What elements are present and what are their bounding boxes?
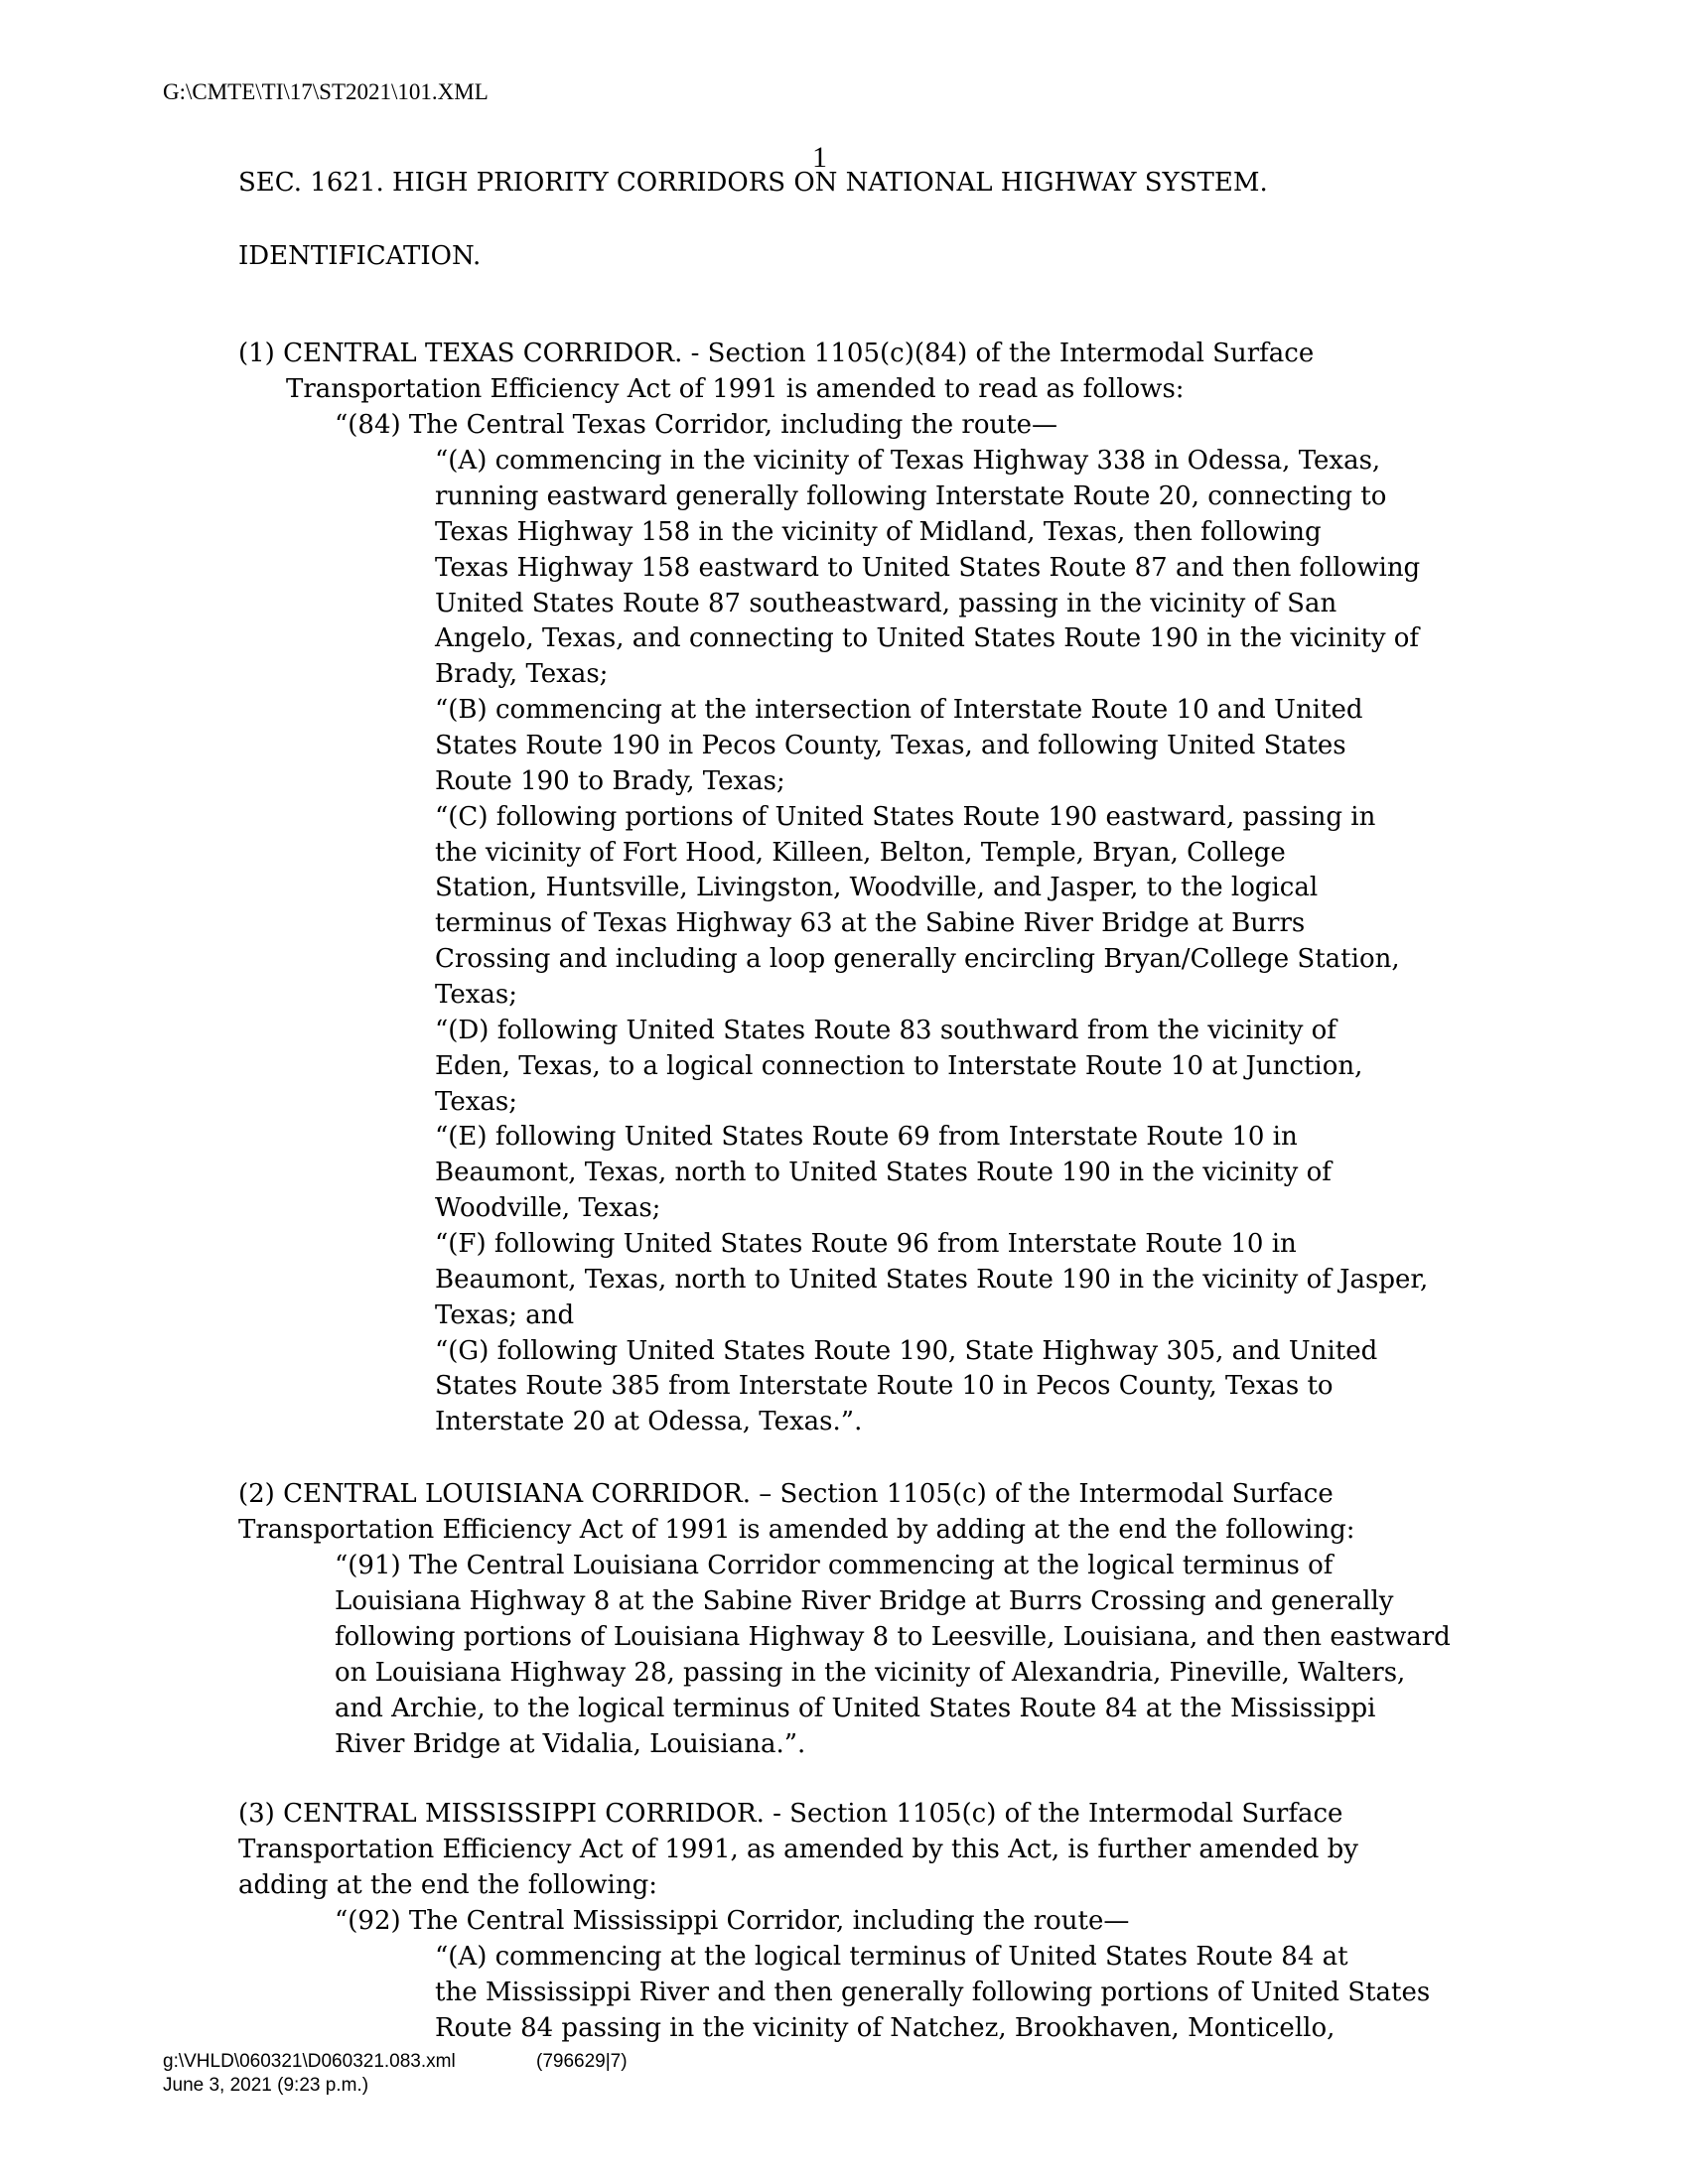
text-line: “(E) following United States Route 69 from Interstate Route 10 in bbox=[435, 1122, 1298, 1152]
text-line: “(92) The Central Mississippi Corridor, including the route— bbox=[335, 1906, 1130, 1936]
footer-xml-path: g:\VHLD\060321\D060321.083.xml bbox=[163, 2051, 456, 2072]
text-line: terminus of Texas Highway 63 at the Sabine River Bridge at Burrs bbox=[435, 908, 1306, 938]
text-line: (3) CENTRAL MISSISSIPPI CORRIDOR. - Section 1105(c) of the Intermodal Surface bbox=[238, 1799, 1343, 1829]
text-line: States Route 190 in Pecos County, Texas, and following United States bbox=[435, 731, 1346, 760]
text-line: States Route 385 from Interstate Route 10 in Pecos County, Texas to bbox=[435, 1371, 1334, 1401]
text-line: on Louisiana Highway 28, passing in the vicinity of Alexandria, Pineville, Walters, bbox=[335, 1658, 1406, 1688]
text-line: Louisiana Highway 8 at the Sabine River Bridge at Burrs Crossing and generally bbox=[335, 1586, 1394, 1616]
text-line: running eastward generally following Interstate Route 20, connecting to bbox=[435, 481, 1387, 511]
text-line: Texas Highway 158 eastward to United States Route 87 and then following bbox=[435, 553, 1421, 583]
text-line: Texas; bbox=[435, 1087, 517, 1117]
text-line: Texas; bbox=[435, 980, 517, 1010]
text-line: the vicinity of Fort Hood, Killeen, Belton, Temple, Bryan, College bbox=[435, 838, 1286, 868]
text-line: “(C) following portions of United States Route 190 eastward, passing in bbox=[435, 802, 1376, 832]
text-line: Beaumont, Texas, north to United States Route 190 in the vicinity of bbox=[435, 1158, 1332, 1187]
file-path-header: G:\CMTE\TI\17\ST2021\101.XML bbox=[163, 79, 489, 104]
text-line: IDENTIFICATION. bbox=[238, 241, 482, 271]
text-line: “(91) The Central Louisiana Corridor commencing at the logical terminus of bbox=[335, 1551, 1334, 1580]
text-line: Crossing and including a loop generally encircling Bryan/College Station, bbox=[435, 944, 1400, 974]
text-line: United States Route 87 southeastward, passing in the vicinity of San bbox=[435, 589, 1337, 618]
text-line: Eden, Texas, to a logical connection to Interstate Route 10 at Junction, bbox=[435, 1051, 1363, 1081]
text-line: Angelo, Texas, and connecting to United States Route 190 in the vicinity of bbox=[435, 623, 1420, 653]
text-line: Transportation Efficiency Act of 1991, as amended by this Act, is further amended by bbox=[238, 1835, 1358, 1864]
text-line: and Archie, to the logical terminus of United States Route 84 at the Mississippi bbox=[335, 1694, 1376, 1723]
text-line: Route 190 to Brady, Texas; bbox=[435, 766, 785, 796]
text-line: Transportation Efficiency Act of 1991 is amended by adding at the end the following: bbox=[238, 1515, 1355, 1545]
text-line: Transportation Efficiency Act of 1991 is amended to read as follows: bbox=[286, 374, 1185, 404]
text-line: River Bridge at Vidalia, Louisiana.”. bbox=[335, 1729, 806, 1759]
text-line: (2) CENTRAL LOUISIANA CORRIDOR. – Section 1105(c) of the Intermodal Surface bbox=[238, 1479, 1334, 1509]
text-line: SEC. 1621. HIGH PRIORITY CORRIDORS ON NATIONAL HIGHWAY SYSTEM. bbox=[238, 168, 1268, 198]
footer-doc-id: (796629|7) bbox=[536, 2051, 628, 2072]
text-line: “(84) The Central Texas Corridor, including the route— bbox=[335, 410, 1058, 440]
text-line: “(F) following United States Route 96 from Interstate Route 10 in bbox=[435, 1229, 1297, 1259]
page-number: 1 bbox=[812, 141, 827, 174]
text-line: Station, Huntsville, Livingston, Woodville, and Jasper, to the logical bbox=[435, 873, 1319, 902]
text-line: adding at the end the following: bbox=[238, 1870, 657, 1900]
text-line: the Mississippi River and then generally following portions of United States bbox=[435, 1978, 1431, 2007]
text-line: “(B) commencing at the intersection of Interstate Route 10 and United bbox=[435, 695, 1363, 725]
text-line: “(G) following United States Route 190, State Highway 305, and United bbox=[435, 1336, 1378, 1366]
text-line: Brady, Texas; bbox=[435, 659, 609, 689]
text-line: Route 84 passing in the vicinity of Natchez, Brookhaven, Monticello, bbox=[435, 2013, 1336, 2043]
text-line: Texas; and bbox=[435, 1300, 575, 1330]
text-line: “(D) following United States Route 83 southward from the vicinity of bbox=[435, 1016, 1336, 1045]
text-line: (1) CENTRAL TEXAS CORRIDOR. - Section 1105(c)(84) of the Intermodal Surface bbox=[238, 339, 1315, 368]
text-line: Woodville, Texas; bbox=[435, 1193, 661, 1223]
footer-date: June 3, 2021 (9:23 p.m.) bbox=[163, 2075, 369, 2096]
text-line: Texas Highway 158 in the vicinity of Midland, Texas, then following bbox=[435, 517, 1322, 547]
text-line: “(A) commencing in the vicinity of Texas Highway 338 in Odessa, Texas, bbox=[435, 446, 1381, 476]
text-line: “(A) commencing at the logical terminus of United States Route 84 at bbox=[435, 1942, 1348, 1972]
text-line: Interstate 20 at Odessa, Texas.”. bbox=[435, 1407, 863, 1436]
text-line: Beaumont, Texas, north to United States Route 190 in the vicinity of Jasper, bbox=[435, 1265, 1429, 1295]
text-line: following portions of Louisiana Highway 8 to Leesville, Louisiana, and then eastward bbox=[335, 1622, 1451, 1652]
